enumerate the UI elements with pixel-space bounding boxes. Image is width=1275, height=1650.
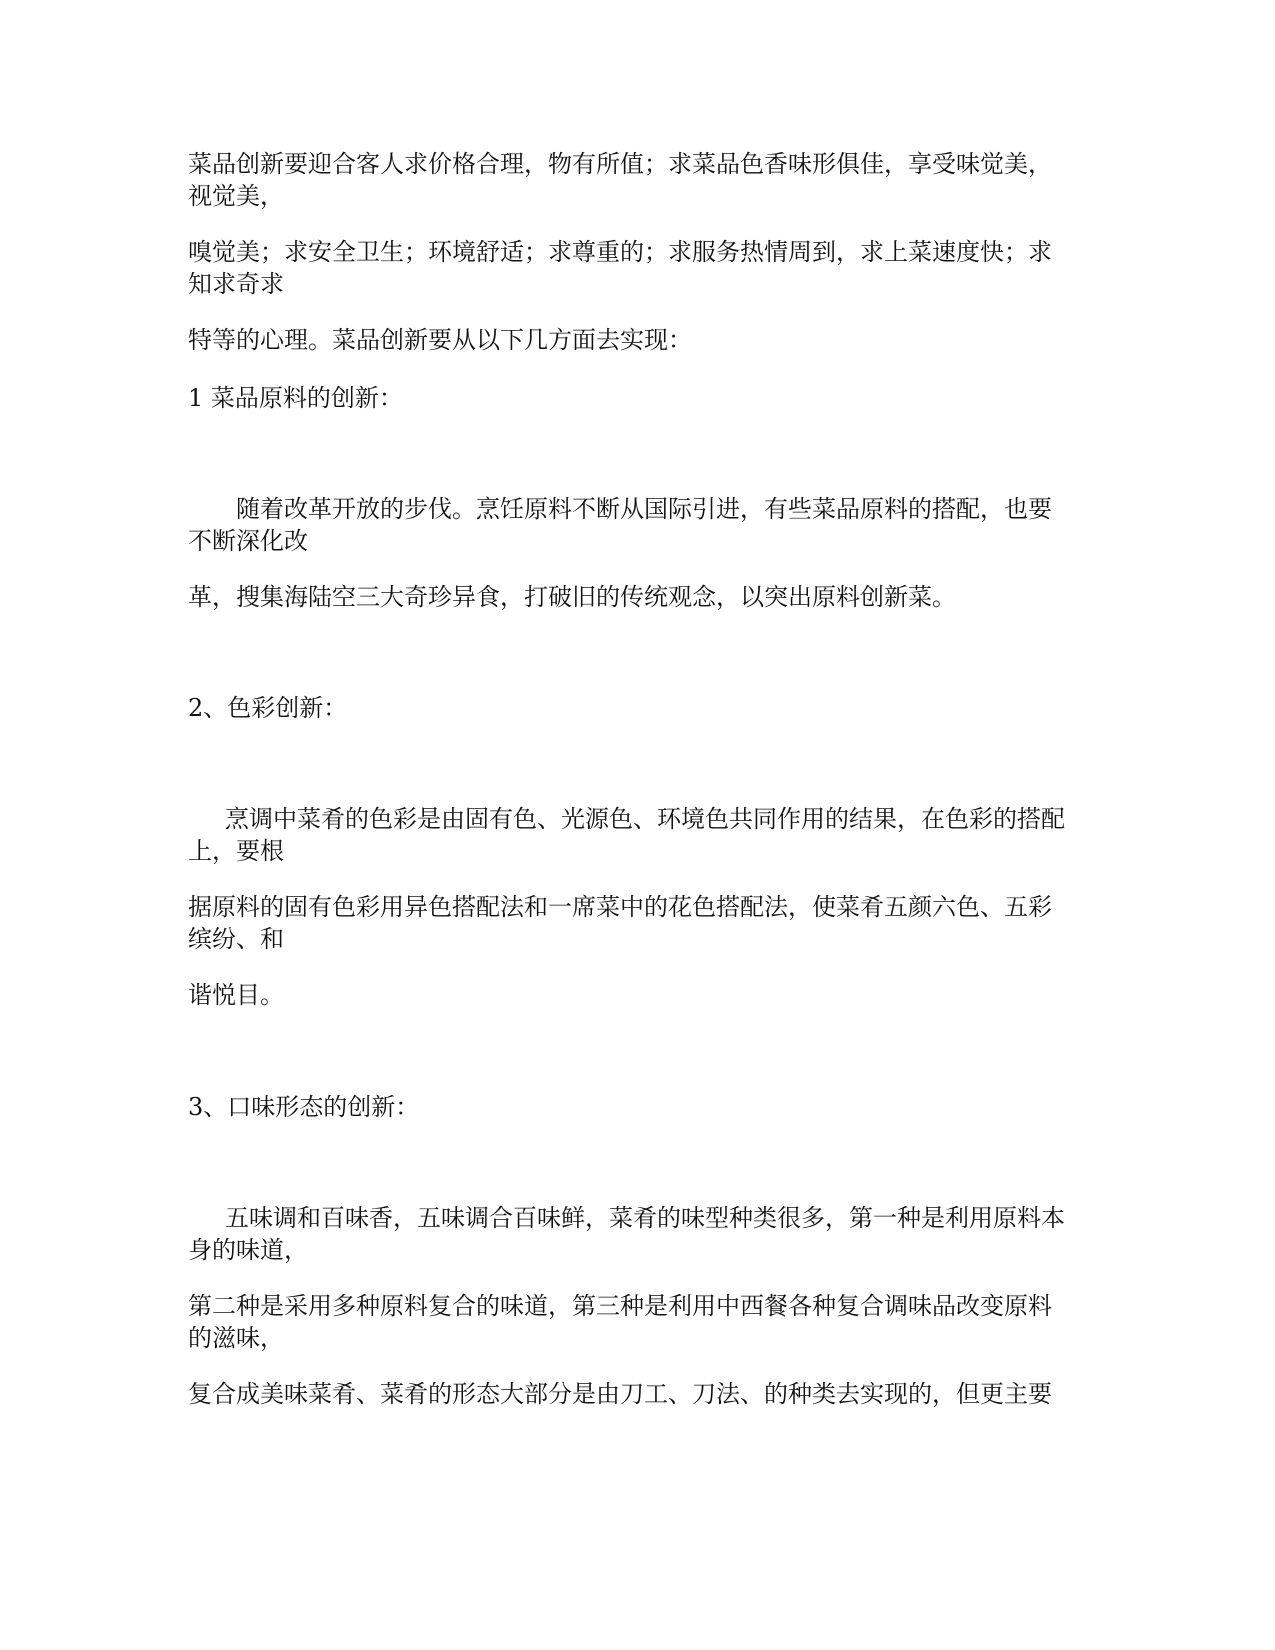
paragraph-flavor-2: [188, 1290, 1108, 1354]
text-line: 第二种是采用多种原料复合的味道，第三种是利用中西餐各种复合调味品改变原料: [188, 1292, 1052, 1320]
paragraph-color-1: [188, 803, 1108, 867]
section-heading-1: [188, 382, 1108, 414]
text-line: 特等的心理。菜品创新要从以下几方面去实现：: [188, 326, 692, 354]
paragraph-color-3: [188, 979, 1108, 1011]
text-line: 视觉美，: [188, 182, 284, 210]
paragraph-color-2: [188, 891, 1108, 955]
paragraph-flavor-3: [188, 1378, 1108, 1410]
section-heading-3: [188, 1091, 1108, 1123]
section-heading-2: [188, 692, 1108, 724]
text-line: 革，搜集海陆空三大奇珍异食，打破旧的传统观念，以突出原料创新菜。: [188, 583, 956, 611]
text-line: 身的味道，: [188, 1236, 308, 1264]
text-line: 菜品创新要迎合客人求价格合理，物有所值；求菜品色香味形俱佳，享受味觉美，: [188, 150, 1052, 178]
text-line: 五味调和百味香，五味调合百味鲜，菜肴的味型种类很多，第一种是利用原料本: [225, 1204, 1065, 1232]
text-line: 复合成美味菜肴、菜肴的形态大部分是由刀工、刀法、的种类去实现的，但更主要: [188, 1380, 1052, 1408]
text-line: 随着改革开放的步伐。烹饪原料不断从国际引进，有些菜品原料的搭配，也要: [236, 495, 1052, 523]
paragraph-flavor-1: [188, 1202, 1108, 1266]
paragraph-consumer-needs-2: [188, 236, 1108, 300]
text-line: 知求奇求: [188, 270, 284, 298]
text-line: 不断深化改: [188, 527, 308, 555]
text-line: 的滋味，: [188, 1324, 284, 1352]
text-line: 上，要根: [188, 837, 284, 865]
heading-text: 3、口味形态的创新：: [188, 1093, 420, 1121]
paragraph-ingredients-1: [188, 493, 1108, 557]
text-line: 嗅觉美；求安全卫生；环境舒适；求尊重的；求服务热情周到，求上菜速度快；求: [188, 238, 1052, 266]
text-line: 谐悦目。: [188, 981, 284, 1009]
text-line: 烹调中菜肴的色彩是由固有色、光源色、环境色共同作用的结果，在色彩的搭配: [225, 805, 1065, 833]
paragraph-ingredients-2: [188, 581, 1108, 613]
paragraph-consumer-needs-3: [188, 324, 1108, 356]
heading-text: 1 菜品原料的创新：: [188, 384, 403, 412]
heading-text: 2、色彩创新：: [188, 694, 348, 722]
text-line: 据原料的固有色彩用异色搭配法和一席菜中的花色搭配法，使菜肴五颜六色、五彩: [188, 893, 1052, 921]
text-line: 缤纷、和: [188, 925, 284, 953]
paragraph-consumer-needs-1: [188, 148, 1108, 212]
